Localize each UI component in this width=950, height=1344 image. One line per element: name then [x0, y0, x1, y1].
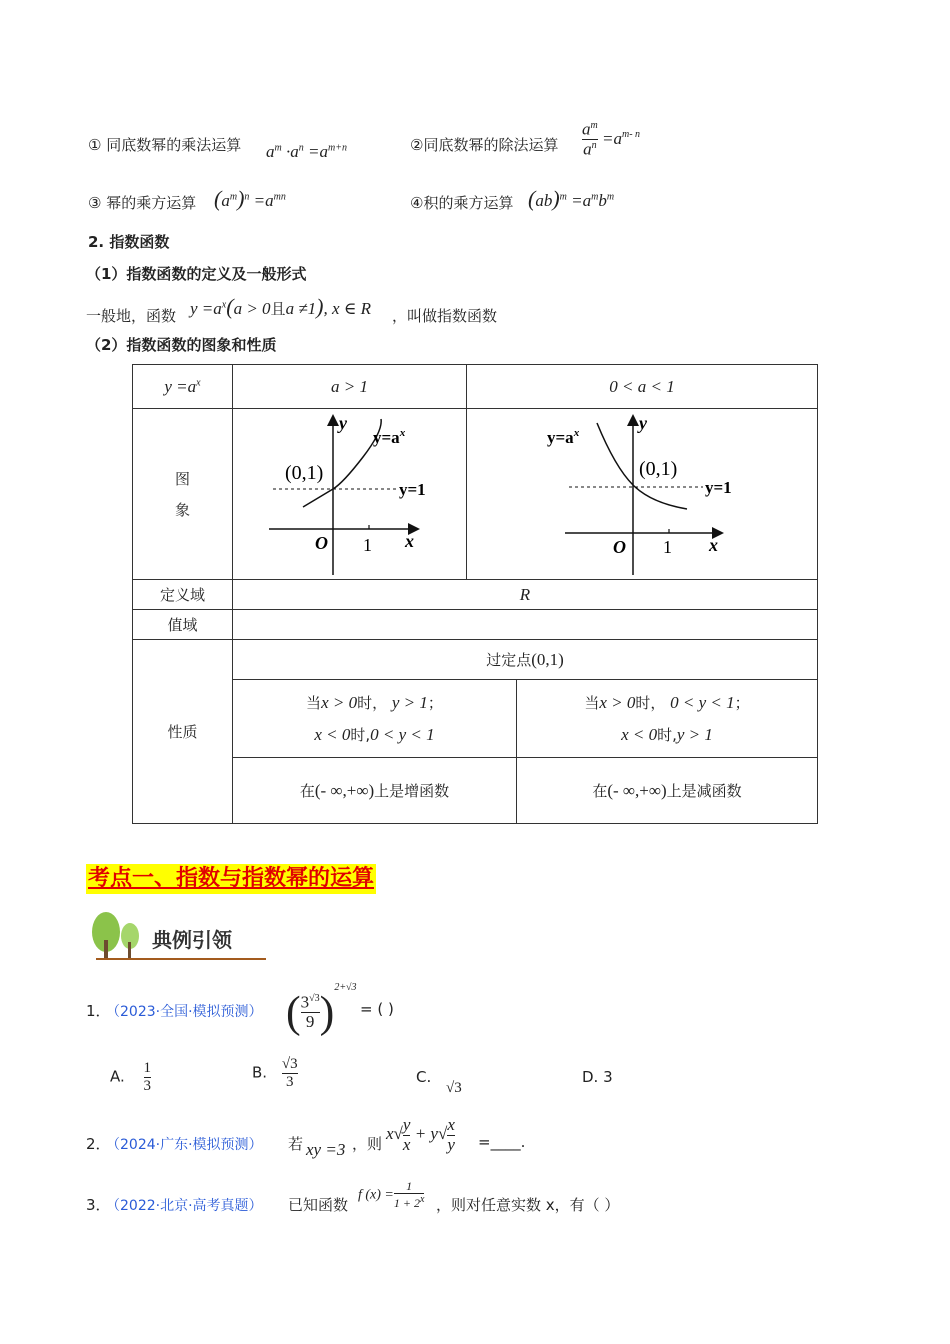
- q3-text-2: ，则对任意实数 x，有（ ）: [436, 1196, 620, 1214]
- rule-3-label: ③ 幂的乘方运算: [88, 194, 197, 212]
- q2-number: 2．: [86, 1135, 111, 1153]
- monotonic-decreasing: 在(- ∞,+∞)上是减函数: [517, 758, 818, 824]
- q3-function: f (x) = $\frac{1}{1 + 2^x}$: [358, 1179, 425, 1211]
- q1-expression: ( $\frac{3^{√3}}{9}$ )$^{2+√3}$: [286, 982, 357, 1037]
- q2-source: （2024·广东·模拟预测）: [106, 1137, 263, 1153]
- line-label: y=1: [399, 480, 426, 499]
- q1-option-c[interactable]: C. √3: [416, 1068, 462, 1096]
- property-a-lt-1: 当x > 0时， 0 < y < 1； x < 0时,y > 1: [517, 680, 818, 758]
- header-function: $y =a^x$: [133, 365, 233, 409]
- origin-label: O: [613, 537, 626, 557]
- q1-number: 1．: [86, 1002, 111, 1020]
- q2-tail: =____.: [478, 1133, 526, 1151]
- badge-text: 典例引领: [152, 928, 232, 952]
- exponential-properties-table: [132, 364, 818, 824]
- line-label: y=1: [705, 478, 732, 497]
- q1-option-a[interactable]: A. $\frac{1}{3}$: [110, 1060, 152, 1094]
- definition-formula: $y =a^x(a > 0$且a ≠1), x ∈ R: [190, 294, 371, 319]
- graph-decreasing: [467, 409, 817, 579]
- rule-1-formula: $a^m \cdot a^n =a^{m+n}$: [266, 142, 347, 161]
- definition-prefix: 一般地，函数: [86, 307, 177, 325]
- q2-condition: xy =3: [306, 1140, 346, 1159]
- row-property-label: 性质: [133, 640, 233, 824]
- y-label: y: [339, 413, 347, 433]
- q2-text-2: ，则: [352, 1135, 383, 1153]
- example-badge: [88, 910, 268, 962]
- range-value: [233, 610, 818, 640]
- graph-a-lt-1-cell: [467, 409, 818, 580]
- q3-source: （2022·北京·高考真题）: [106, 1198, 263, 1214]
- q1-source: （2023·全国·模拟预测）: [106, 1004, 263, 1020]
- point-label: (0,1): [285, 462, 324, 484]
- tree-icon: [88, 910, 148, 962]
- q1-tail: = ( ): [360, 1000, 394, 1018]
- q1-option-b[interactable]: B. $\frac{√3}{3}$: [252, 1056, 298, 1090]
- rule-1-label: ① 同底数幂的乘法运算: [88, 136, 242, 154]
- rule-2-label: ②同底数幂的除法运算: [410, 136, 559, 154]
- header-a-gt-1: a > 1: [233, 365, 467, 409]
- property-a-gt-1: 当x > 0时， y > 1； x < 0时,0 < y < 1: [233, 680, 517, 758]
- x-label: x: [709, 535, 718, 555]
- rule-3-formula: $(a^m)^n =a^{mn}$: [214, 186, 286, 211]
- q1-option-d[interactable]: D. 3: [582, 1068, 613, 1086]
- rule-4-formula: $(ab)^m =a^mb^m$: [528, 186, 615, 211]
- point-label: (0,1): [639, 458, 678, 480]
- header-a-lt-1: 0 < a < 1: [467, 365, 818, 409]
- section-2-title: 2. 指数函数: [88, 233, 170, 251]
- row-domain-label: 定义域: [133, 580, 233, 610]
- fixed-point-cell: 过定点(0,1): [233, 640, 818, 680]
- monotonic-increasing: 在(- ∞,+∞)上是增函数: [233, 758, 517, 824]
- origin-label: O: [315, 533, 328, 553]
- rule-4-label: ④积的乘方运算: [410, 194, 514, 212]
- q2-expression: x√ $\frac{y}{x}$ + y√ $\frac{x}{y}$: [386, 1115, 455, 1154]
- row-image-label: 图 象: [133, 409, 233, 580]
- y-label: y: [639, 413, 647, 433]
- graph-a-gt-1-cell: [233, 409, 467, 580]
- graph-increasing: [233, 409, 466, 579]
- one-label: 1: [663, 537, 672, 557]
- q2-text-1: 若: [288, 1135, 304, 1153]
- row-range-label: 值域: [133, 610, 233, 640]
- rule-2-formula: $\frac{a^m}{a^n}$ $=a^{m- n}$: [582, 119, 641, 159]
- curve-label: $y=a^x$: [547, 427, 580, 447]
- domain-value: R: [233, 580, 818, 610]
- q3-number: 3．: [86, 1196, 111, 1214]
- definition-suffix: ，叫做指数函数: [392, 307, 498, 325]
- q3-text-1: 已知函数: [288, 1196, 349, 1214]
- subsection-2-title: （2）指数函数的图象和性质: [86, 336, 277, 354]
- one-label: 1: [363, 535, 372, 555]
- x-label: x: [405, 531, 414, 551]
- section-heading: 考点一、指数与指数幂的运算: [86, 864, 376, 894]
- subsection-1-title: （1）指数函数的定义及一般形式: [86, 265, 307, 283]
- curve-label: $y=a^x$: [373, 427, 406, 447]
